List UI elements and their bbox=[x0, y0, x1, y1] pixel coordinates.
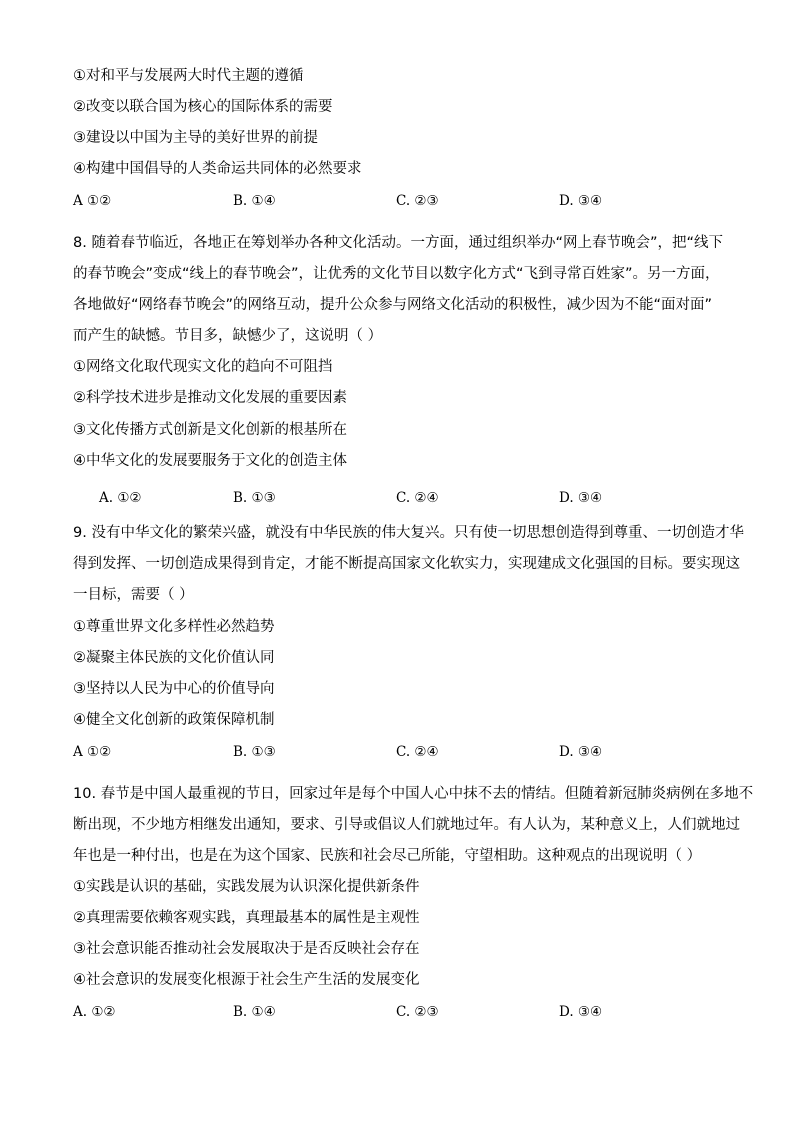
q7-item-4: ④构建中国倡导的人类命运共同体的必然要求 bbox=[73, 161, 362, 177]
q8-stem-line-3: 各地做好“网络春节晚会”的网络互动，提升公众参与网络文化活动的积极性，减少因为不能“面对面” bbox=[73, 297, 713, 313]
q10-stem-line-3: 年也是一种付出，也是在为这个国家、民族和社会尽己所能，守望相助。这种观点的出现说明（ ） bbox=[73, 848, 702, 864]
q10-option-d: D. ③④ bbox=[559, 1004, 603, 1020]
q8-item-3: ③文化传播方式创新是文化创新的根基所在 bbox=[73, 422, 347, 438]
q7-item-2: ②改变以联合国为核心的国际体系的需要 bbox=[73, 99, 333, 115]
q9-option-a: A ①② bbox=[73, 744, 112, 760]
q7-options bbox=[73, 191, 723, 211]
q8-item-1: ①网络文化取代现实文化的趋向不可阻挡 bbox=[73, 359, 333, 375]
q9-item-2: ②凝聚主体民族的文化价值认同 bbox=[73, 650, 275, 666]
q9-options bbox=[73, 742, 723, 762]
q7-item-3: ③建设以中国为主导的美好世界的前提 bbox=[73, 130, 318, 146]
q10-options bbox=[73, 1002, 723, 1022]
q10-option-b: B. ①④ bbox=[233, 1004, 276, 1020]
q8-item-2: ②科学技术进步是推动文化发展的重要因素 bbox=[73, 390, 347, 406]
q8-stem-line-2: 的春节晚会”变成“线上的春节晚会”，让优秀的文化节目以数字化方式“飞到寻常百姓家”。另一方面， bbox=[73, 266, 720, 282]
q10-item-1: ①实践是认识的基础，实践发展为认识深化提供新条件 bbox=[73, 879, 420, 895]
q8-stem-line-4: 而产生的缺憾。节目多，缺憾少了，这说明（ ） bbox=[73, 328, 383, 344]
q9-stem-line-2: 得到发挥、一切创造成果得到肯定，才能不断提高国家文化软实力，实现建成文化强国的目标。要实现这 bbox=[73, 556, 740, 572]
q8-option-a: A. ①② bbox=[99, 490, 142, 506]
q10-stem-line-2: 断出现，不少地方相继发出通知，要求、引导或倡议人们就地过年。有人认为，某种意义上，人们就地过 bbox=[73, 817, 740, 833]
q7-item-1: ①对和平与发展两大时代主题的遵循 bbox=[73, 68, 304, 84]
q7-option-d: D. ③④ bbox=[559, 193, 603, 209]
q10-item-4: ④社会意识的发展变化根源于社会生产生活的发展变化 bbox=[73, 972, 420, 988]
q9-stem-line-1: 9. 没有中华文化的繁荣兴盛，就没有中华民族的伟大复兴。只有使一切思想创造得到尊重、一切创造才华 bbox=[73, 525, 744, 541]
q10-item-2: ②真理需要依赖客观实践，真理最基本的属性是主观性 bbox=[73, 910, 420, 926]
q8-option-c: C. ②④ bbox=[396, 490, 439, 506]
q10-option-a: A. ①② bbox=[73, 1004, 116, 1020]
q9-item-1: ①尊重世界文化多样性必然趋势 bbox=[73, 619, 275, 635]
q10-stem-line-1: 10. 春节是中国人最重视的节日，回家过年是每个中国人心中抹不去的情结。但随着新冠肺炎病例在多地不 bbox=[73, 786, 754, 802]
q9-item-4: ④健全文化创新的政策保障机制 bbox=[73, 712, 275, 728]
q10-option-c: C. ②③ bbox=[396, 1004, 439, 1020]
q7-option-c: C. ②③ bbox=[396, 193, 439, 209]
q9-option-c: C. ②④ bbox=[396, 744, 439, 760]
q7-option-a: A ①② bbox=[73, 193, 112, 209]
q10-item-3: ③社会意识能否推动社会发展取决于是否反映社会存在 bbox=[73, 941, 420, 957]
q9-stem-line-3: 一目标，需要（ ） bbox=[73, 587, 194, 603]
q8-option-b: B. ①③ bbox=[233, 490, 276, 506]
q8-item-4: ④中华文化的发展要服务于文化的创造主体 bbox=[73, 453, 347, 469]
q8-stem-line-1: 8. 随着春节临近，各地正在筹划举办各种文化活动。一方面，通过组织举办“网上春节晚会”，把“线下 bbox=[73, 235, 723, 251]
q8-options bbox=[73, 488, 723, 508]
q9-item-3: ③坚持以人民为中心的价值导向 bbox=[73, 681, 275, 697]
q8-option-d: D. ③④ bbox=[559, 490, 603, 506]
q9-option-b: B. ①③ bbox=[233, 744, 276, 760]
q9-option-d: D. ③④ bbox=[559, 744, 603, 760]
q7-option-b: B. ①④ bbox=[233, 193, 276, 209]
